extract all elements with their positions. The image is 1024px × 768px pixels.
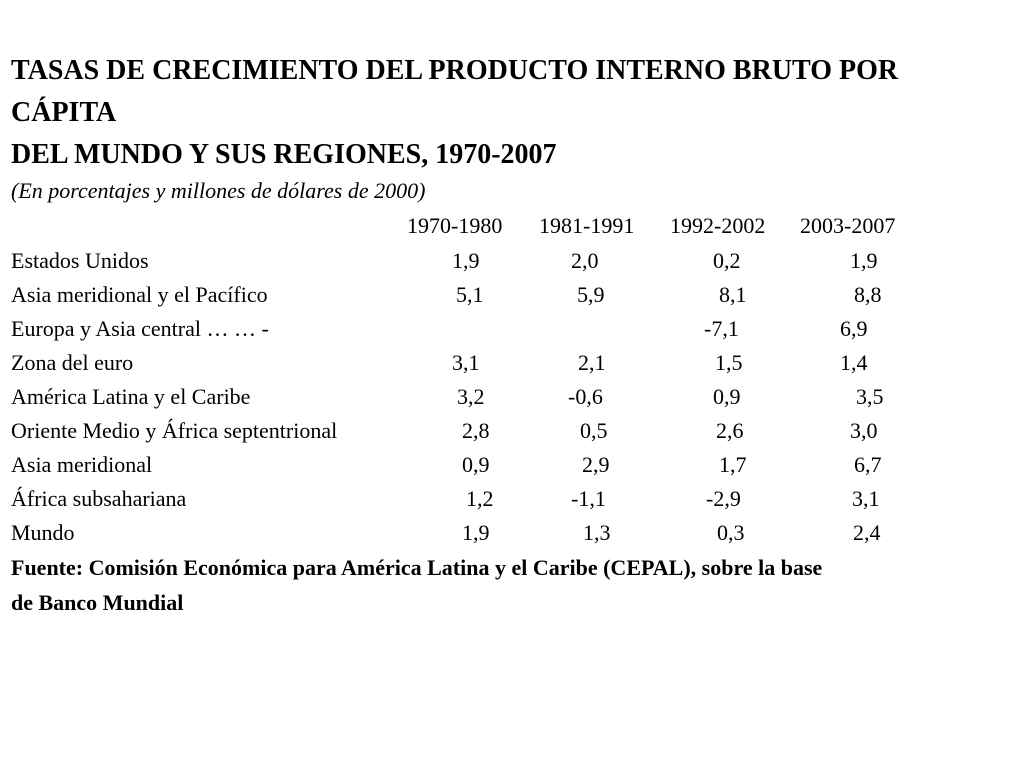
cell: 0,2 [713,248,741,273]
cell: 5,1 [456,282,484,307]
row-label: Europa y Asia central … … - [11,316,269,341]
cell: 6,7 [854,452,882,477]
source-note-line-2: de Banco Mundial [11,590,184,615]
cell: 8,1 [719,282,747,307]
cell: 3,5 [856,384,884,409]
cell: 2,8 [462,418,490,443]
table-header-row [0,215,1024,241]
table-row [0,522,1024,548]
cell: 6,9 [840,316,868,341]
row-label: Oriente Medio y África septentrional [11,418,338,443]
cell: 1,5 [715,350,743,375]
subtitle: (En porcentajes y millones de dólares de 2000) [11,178,426,203]
cell: 2,0 [571,248,599,273]
cell: 0,9 [713,384,741,409]
cell: 1,7 [719,452,747,477]
source-note-line-1: Fuente: Comisión Económica para América Latina y el Caribe (CEPAL), sobre la base [11,555,823,580]
cell: 8,8 [854,282,882,307]
column-header: 1992-2002 [670,213,766,238]
row-label: Zona del euro [11,350,134,375]
row-label: América Latina y el Caribe [11,384,251,409]
table-row [0,352,1024,378]
cell: 0,5 [580,418,608,443]
table-row [0,488,1024,514]
cell: 2,9 [582,452,610,477]
row-label: Asia meridional y el Pacífico [11,282,268,307]
cell: 1,9 [452,248,480,273]
cell: -0,6 [568,384,603,409]
title-line-2: CÁPITA [11,97,117,128]
cell: 0,3 [717,520,745,545]
table-row [0,386,1024,412]
cell: 5,9 [577,282,605,307]
cell: -2,9 [706,486,741,511]
row-label: Mundo [11,520,75,545]
cell: 1,2 [466,486,494,511]
title-line-3: DEL MUNDO Y SUS REGIONES, 1970-2007 [11,139,557,170]
cell: 2,4 [853,520,881,545]
cell: 2,6 [716,418,744,443]
title-line-1: TASAS DE CRECIMIENTO DEL PRODUCTO INTERNO BRUTO POR [11,55,899,86]
cell: 3,1 [452,350,480,375]
row-label: África subsahariana [11,486,187,511]
cell: -1,1 [571,486,606,511]
cell: -7,1 [704,316,739,341]
cell: 1,9 [850,248,878,273]
cell: 2,1 [578,350,606,375]
column-header: 1981-1991 [539,213,635,238]
table-row [0,318,1024,344]
cell: 0,9 [462,452,490,477]
table-row [0,454,1024,480]
cell: 1,3 [583,520,611,545]
cell: 1,4 [840,350,868,375]
table-row [0,250,1024,276]
table-row [0,284,1024,310]
cell: 3,1 [852,486,880,511]
table-row [0,420,1024,446]
cell: 1,9 [462,520,490,545]
cell: 3,2 [457,384,485,409]
row-label: Estados Unidos [11,248,149,273]
column-header: 2003-2007 [800,213,896,238]
column-header: 1970-1980 [407,213,503,238]
cell: 3,0 [850,418,878,443]
row-label: Asia meridional [11,452,153,477]
